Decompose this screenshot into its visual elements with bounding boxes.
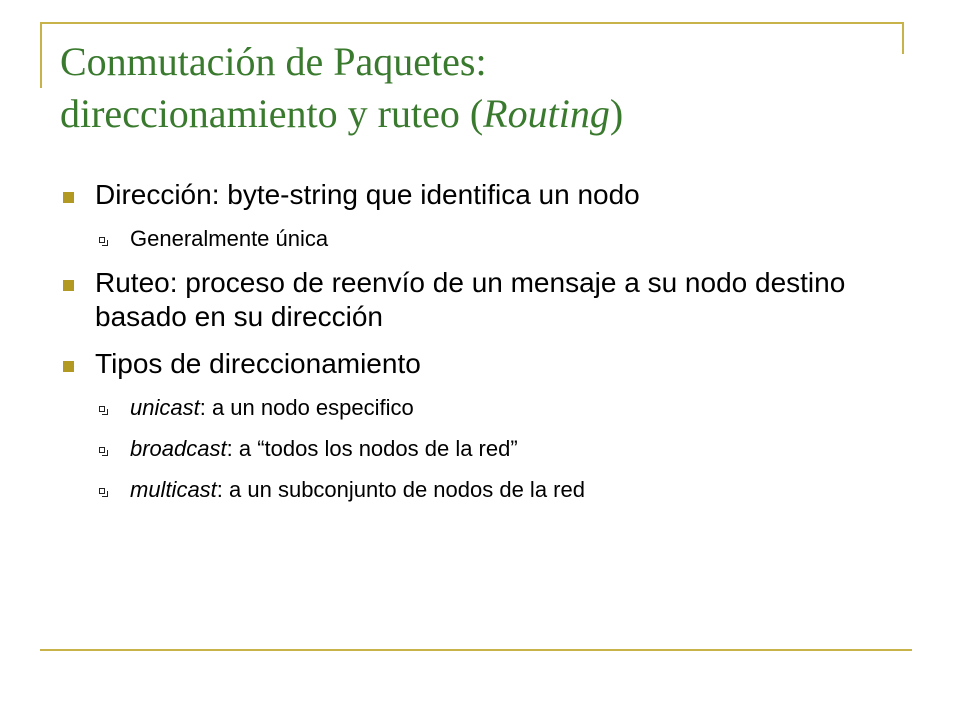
sub-bullet-item bbox=[60, 394, 920, 422]
title-line-2-prefix: direccionamiento y ruteo ( bbox=[60, 91, 484, 136]
bullet-item bbox=[60, 347, 920, 381]
title-line-2-italic: Routing bbox=[483, 91, 610, 136]
bullet-text: Ruteo: proceso de reenvío de un mensaje a su nodo destino basado en su dirección bbox=[95, 267, 846, 332]
slide-title bbox=[60, 36, 900, 140]
square-bullet-icon bbox=[63, 280, 74, 291]
square-bullet-icon bbox=[63, 361, 74, 372]
slide-body bbox=[60, 178, 920, 517]
sub-bullet-item bbox=[60, 225, 920, 253]
sub-bullet-term: unicast bbox=[130, 395, 200, 420]
frame-right-rule bbox=[902, 22, 904, 54]
checkbox-bullet-icon bbox=[99, 406, 105, 412]
checkbox-bullet-icon bbox=[99, 447, 105, 453]
checkbox-bullet-icon bbox=[99, 488, 105, 494]
sub-bullet-text: Generalmente única bbox=[130, 226, 329, 251]
title-line-2 bbox=[60, 88, 900, 140]
frame-top-rule bbox=[40, 22, 904, 24]
square-bullet-icon bbox=[63, 192, 74, 203]
sub-bullet-text: : a “todos los nodos de la red” bbox=[226, 436, 518, 461]
sub-bullet-term: multicast bbox=[130, 477, 217, 502]
sub-bullet-term: broadcast bbox=[130, 436, 227, 461]
frame-bottom-rule bbox=[40, 649, 912, 651]
bullet-text: Tipos de direccionamiento bbox=[95, 348, 421, 379]
title-line-2-suffix: ) bbox=[609, 91, 624, 136]
bullet-text: Dirección: byte-string que identifica un nodo bbox=[95, 179, 640, 210]
frame-left-rule bbox=[40, 22, 42, 88]
sub-bullet-text: : a un subconjunto de nodos de la red bbox=[216, 477, 585, 502]
sub-bullet-item bbox=[60, 476, 920, 504]
sub-bullet-text: : a un nodo especifico bbox=[199, 395, 414, 420]
bullet-item bbox=[60, 178, 920, 212]
checkbox-bullet-icon bbox=[99, 237, 105, 243]
bullet-item bbox=[60, 266, 920, 334]
title-line-1: Conmutación de Paquetes: bbox=[60, 39, 487, 84]
sub-bullet-item bbox=[60, 435, 920, 463]
